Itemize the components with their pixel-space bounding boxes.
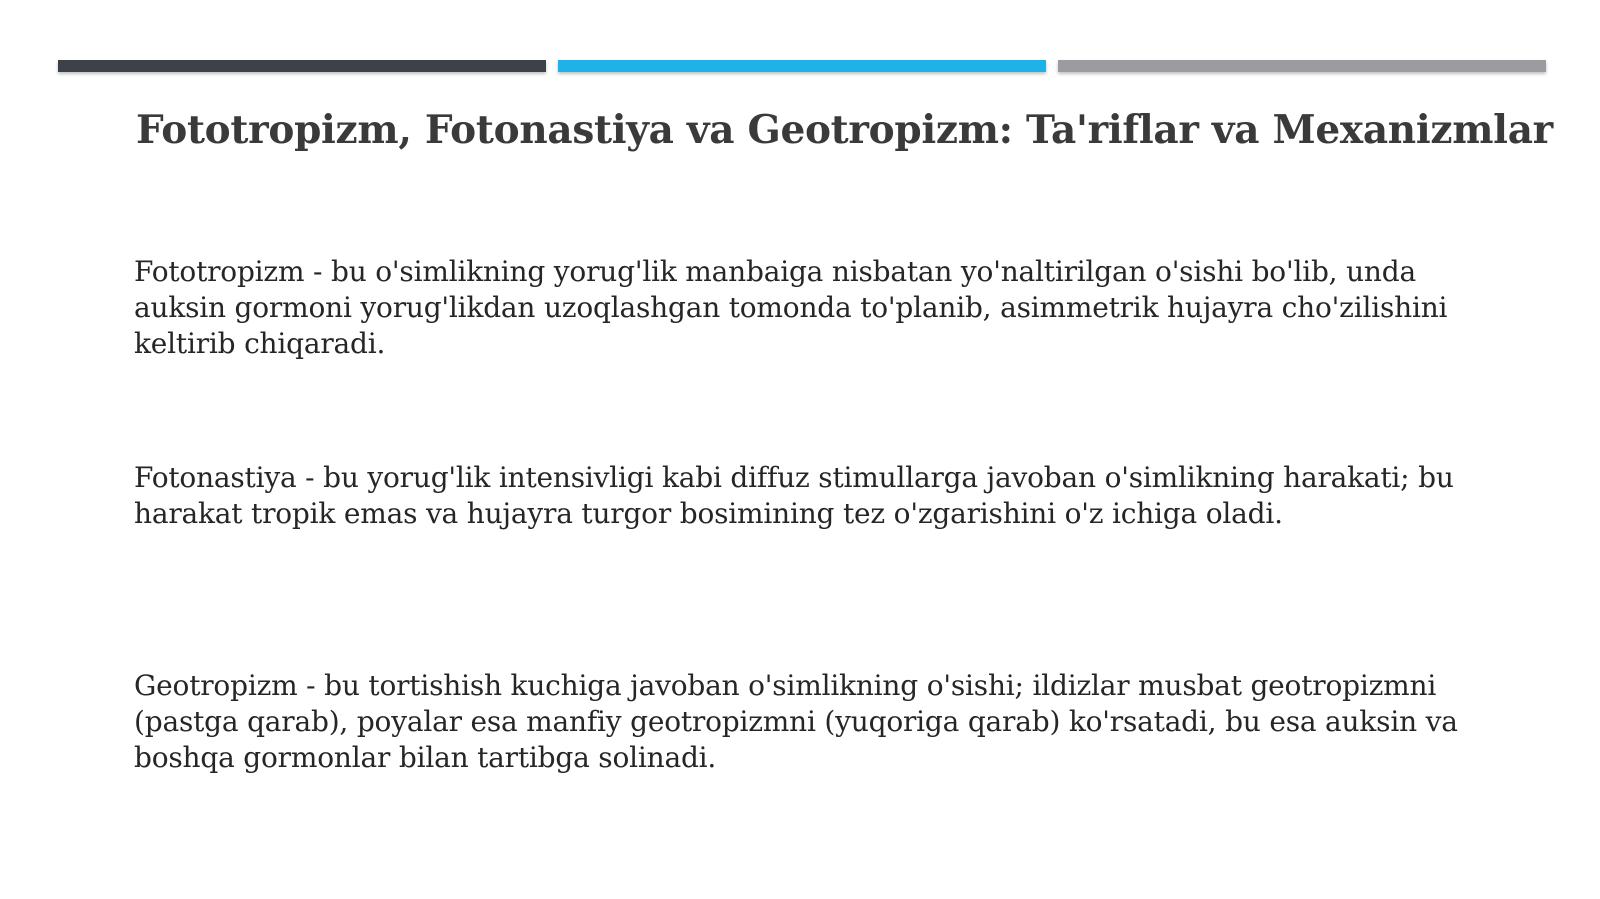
- paragraph-fotonastiya: Fotonastiya - bu yorug'lik intensivligi kabi diffuz stimullarga javoban o'simlikning harakati; bu harakat tropik emas va hujayra turgor bosimining tez o'zgarishini o'z ichiga oladi.: [134, 461, 1454, 530]
- paragraph-fototropizm: Fototropizm - bu o'simlikning yorug'lik manbaiga nisbatan yo'naltirilgan o'sishi bo'lib, unda auksin gormoni yorug'likdan uzoqlashgan tomonda to'planib, asimmetrik hujayra cho'zilishini keltirib chiqaradi.: [134, 255, 1448, 360]
- slide-title: Fototropizm, Fotonastiya va Geotropizm: Ta'riflar va Mexanizmlar: [136, 107, 1553, 153]
- accent-bar-blue: [558, 60, 1046, 72]
- accent-bar-dark: [58, 60, 546, 72]
- paragraph-geotropizm: Geotropizm - bu tortishish kuchiga javoban o'simlikning o'sishi; ildizlar musbat geotropizmni (pastga qarab), poyalar esa manfiy geotropizmni (yuqoriga qarab) ko'rsatadi, bu esa auksin va boshqa gormonlar bilan tartibga solinadi.: [134, 669, 1458, 774]
- accent-bar-gray: [1058, 60, 1546, 72]
